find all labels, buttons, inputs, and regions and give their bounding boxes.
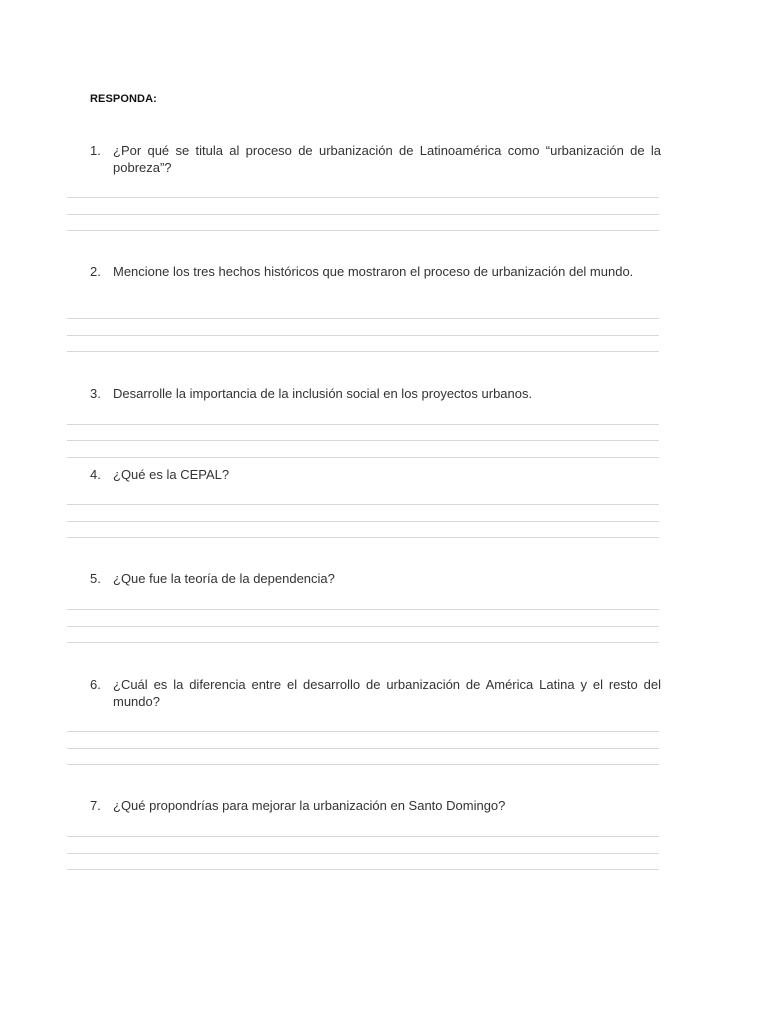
question-6 <box>90 676 661 710</box>
question-7 <box>90 797 661 814</box>
worksheet-heading: RESPONDA: <box>90 93 157 105</box>
answer-line[interactable] <box>67 521 659 522</box>
answer-line[interactable] <box>67 537 659 538</box>
question-text: ¿Qué propondrías para mejorar la urbanización en Santo Domingo? <box>113 798 506 813</box>
question-number: 7. <box>90 798 101 813</box>
answer-line[interactable] <box>67 836 659 837</box>
answer-line[interactable] <box>67 214 659 215</box>
answer-line[interactable] <box>67 853 659 854</box>
question-number: 5. <box>90 571 101 586</box>
question-4 <box>90 466 661 483</box>
question-text: ¿Qué es la CEPAL? <box>113 467 230 482</box>
question-2 <box>90 263 661 280</box>
question-text: ¿Cuál es la diferencia entre el desarrollo de urbanización de América Latina y el resto del mundo? <box>113 677 661 709</box>
question-number: 2. <box>90 264 101 279</box>
answer-line[interactable] <box>67 642 659 643</box>
answer-line[interactable] <box>67 609 659 610</box>
answer-line[interactable] <box>67 869 659 870</box>
question-3 <box>90 385 661 402</box>
question-text: ¿Que fue la teoría de la dependencia? <box>113 571 335 586</box>
answer-line[interactable] <box>67 424 659 425</box>
answer-line[interactable] <box>67 764 659 765</box>
answer-line[interactable] <box>67 626 659 627</box>
answer-line[interactable] <box>67 197 659 198</box>
answer-line[interactable] <box>67 440 659 441</box>
question-number: 6. <box>90 677 101 692</box>
question-number: 4. <box>90 467 101 482</box>
question-text: Desarrolle la importancia de la inclusión social en los proyectos urbanos. <box>113 386 533 401</box>
answer-line[interactable] <box>67 748 659 749</box>
question-text: ¿Por qué se titula al proceso de urbanización de Latinoamérica como “urbanización de la pobreza”? <box>113 143 661 175</box>
answer-line[interactable] <box>67 731 659 732</box>
answer-line[interactable] <box>67 351 659 352</box>
answer-line[interactable] <box>67 335 659 336</box>
question-1 <box>90 142 661 176</box>
question-number: 3. <box>90 386 101 401</box>
question-text: Mencione los tres hechos históricos que mostraron el proceso de urbanización del mundo. <box>113 264 634 279</box>
answer-line[interactable] <box>67 318 659 319</box>
question-5 <box>90 570 661 587</box>
answer-line[interactable] <box>67 230 659 231</box>
question-number: 1. <box>90 143 101 158</box>
answer-line[interactable] <box>67 457 659 458</box>
answer-line[interactable] <box>67 504 659 505</box>
